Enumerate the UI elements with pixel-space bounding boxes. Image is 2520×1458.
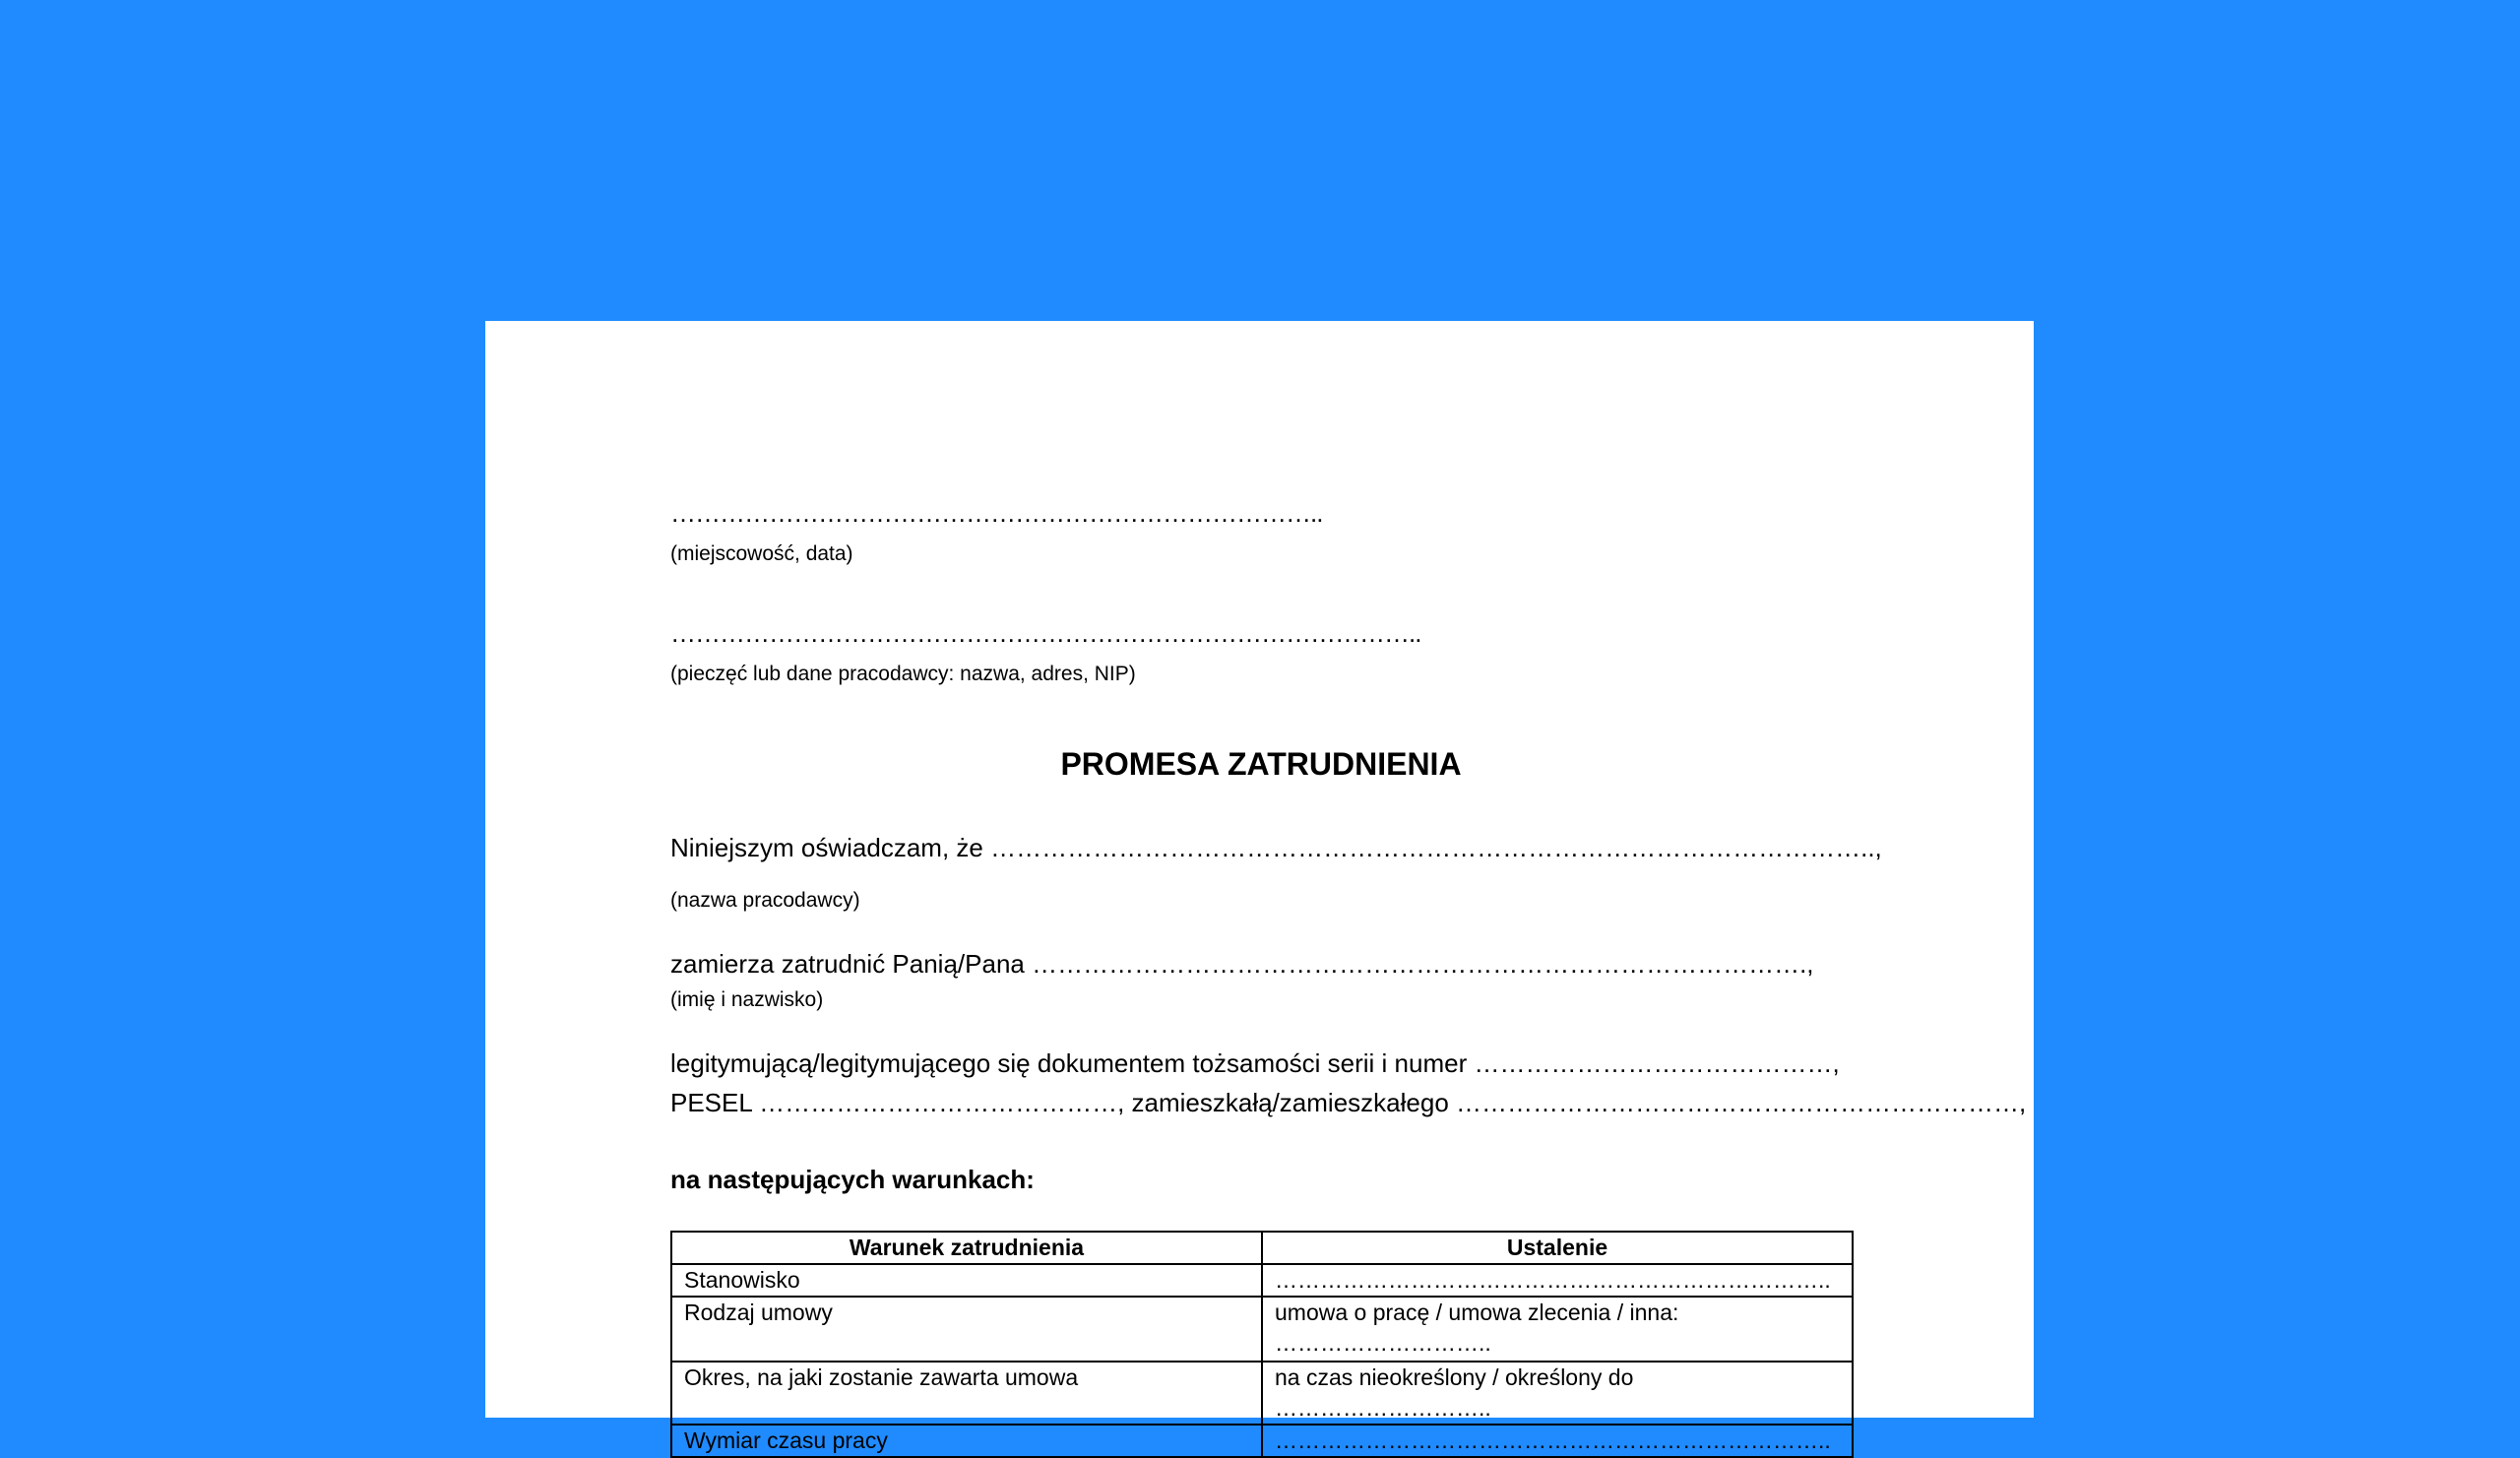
document-page (485, 321, 2034, 1453)
place-date-field: …………………………………………………………………….. (670, 498, 1323, 528)
table-cell-value: umowa o pracę / umowa zlecenia / inna: ……………………….. (1262, 1297, 1853, 1362)
statement-id-line: legitymującą/legitymującego się dokumentem tożsamości serii i numer ……………………………………, (670, 1048, 1840, 1078)
employer-field: ……………………………………………………………………………….. (670, 618, 1421, 648)
conditions-table (670, 1231, 1854, 1458)
table-cell-condition: Rodzaj umowy (671, 1297, 1262, 1362)
table-row (671, 1264, 1853, 1297)
table-cell-condition: Okres, na jaki zostanie zawarta umowa (671, 1362, 1262, 1425)
table-cell-condition: Wymiar czasu pracy (671, 1425, 1262, 1457)
statement-pesel-line: PESEL ……………………………………, zamieszkałą/zamieszkałego …………………………………………………………, (670, 1088, 2027, 1117)
table-header-row (671, 1232, 1853, 1264)
table-header-condition: Warunek zatrudnienia (671, 1232, 1262, 1264)
table-cell-value: ……………………………………………………………….. (1262, 1264, 1853, 1297)
table-row (671, 1425, 1853, 1457)
table-cell-condition: Stanowisko (671, 1264, 1262, 1297)
employee-name-caption: (imię i nazwisko) (670, 988, 824, 1011)
statement-employer-line: Niniejszym oświadczam, że ………………………………………………………………………………………….., (670, 833, 1882, 862)
table-cell-value: na czas nieokreślony / określony do ……………………….. (1262, 1362, 1853, 1425)
place-date-caption: (miejscowość, data) (670, 542, 853, 565)
employer-caption: (pieczęć lub dane pracodawcy: nazwa, adres, NIP) (670, 663, 1136, 685)
table-row (671, 1362, 1853, 1425)
table-cell-value: ……………………………………………………………….. (1262, 1425, 1853, 1457)
statement-employee-line: zamierza zatrudnić Panią/Pana ………………………………………………………………………………., (670, 949, 1814, 979)
table-header-value: Ustalenie (1262, 1232, 1853, 1264)
table-row (671, 1297, 1853, 1362)
employer-name-caption: (nazwa pracodawcy) (670, 889, 860, 912)
conditions-heading: na następujących warunkach: (670, 1165, 1035, 1194)
document-title: PROMESA ZATRUDNIENIA (1060, 746, 1462, 782)
